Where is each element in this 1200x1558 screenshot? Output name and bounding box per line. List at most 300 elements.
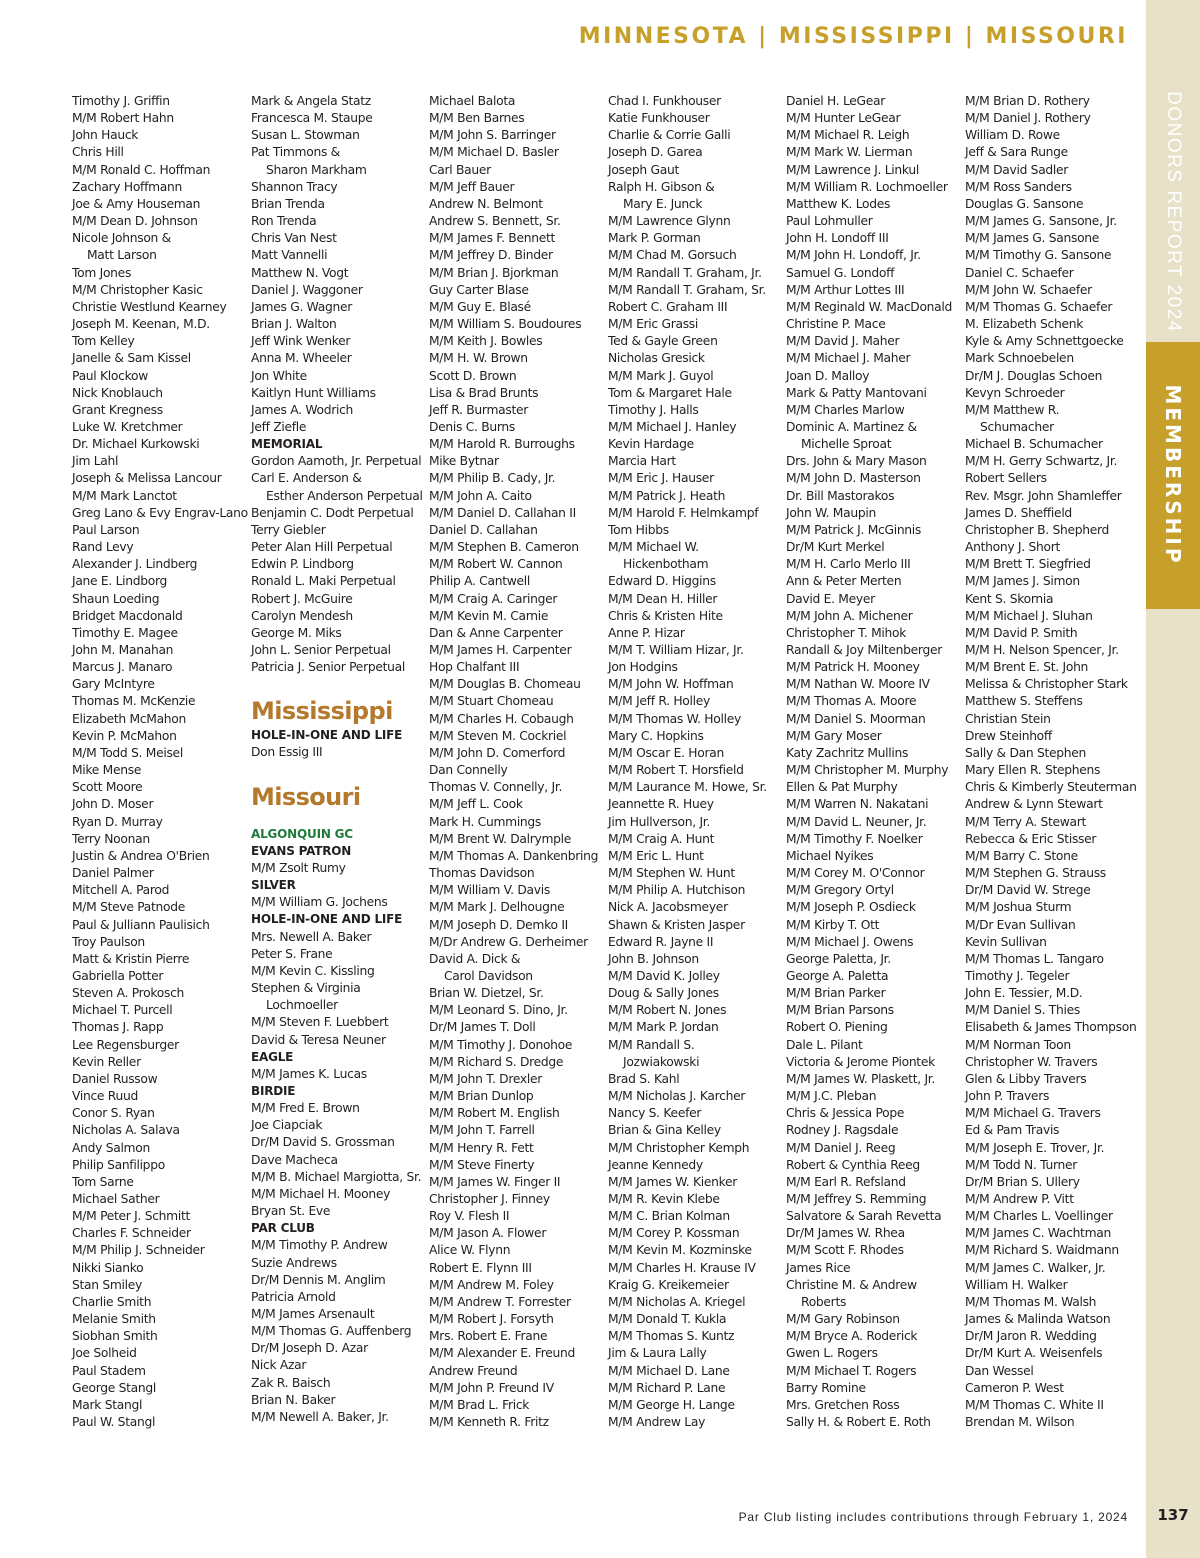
- donor-name: M/M H. Gerry Schwartz, Jr.: [965, 454, 1118, 469]
- donor-name: Mark & Angela Statz: [251, 94, 371, 108]
- donor-name: M/M Robert W. Cannon: [429, 557, 563, 572]
- donor-name: M/M James C. Walker, Jr.: [965, 1260, 1106, 1275]
- donor-name: M/M Robert M. English: [429, 1106, 560, 1121]
- donor-name: M/M Terry A. Stewart: [965, 814, 1087, 829]
- donor-name: Timothy J. Halls: [608, 402, 699, 417]
- donor-name: M/M Philip A. Hutchison: [608, 883, 746, 898]
- donor-name: M/M Joseph D. Demko II: [429, 917, 568, 932]
- donor-name: Lee Regensburger: [72, 1037, 179, 1052]
- donor-name: Guy Carter Blase: [429, 282, 529, 297]
- donor-name: James Rice: [786, 1260, 851, 1275]
- donor-name: Rodney J. Ragsdale: [786, 1123, 899, 1138]
- donor-name: Elizabeth McMahon: [72, 711, 187, 726]
- donor-name: Robert O. Piening: [786, 1020, 888, 1035]
- donor-name: Salvatore & Sarah Revetta: [786, 1209, 942, 1224]
- donor-name: M/M Stephen B. Cameron: [429, 540, 579, 555]
- donor-name: Shannon Tracy: [251, 179, 338, 194]
- donor-name: M/M Arthur Lottes III: [786, 282, 905, 297]
- donor-name: Dan & Anne Carpenter: [429, 625, 563, 640]
- donor-name: M/M Matthew R.: [965, 402, 1060, 417]
- donor-name: M/M Alexander E. Freund: [429, 1346, 576, 1361]
- donor-name: M/M Ben Barnes: [429, 111, 525, 126]
- donor-name: M/M Jeffrey S. Remming: [786, 1192, 927, 1206]
- donor-name: M/M Dean H. Hiller: [608, 591, 718, 606]
- donor-name: M/M Daniel J. Rothery: [965, 111, 1091, 126]
- donor-name: M/M Daniel D. Callahan II: [429, 505, 576, 520]
- donor-name: Francesca M. Staupe: [251, 111, 373, 126]
- donor-name: Gwen L. Rogers: [786, 1346, 878, 1361]
- donor-name: George Paletta, Jr.: [786, 951, 891, 966]
- donor-name: M/M Michael R. Leigh: [786, 128, 910, 143]
- donor-name: Scott D. Brown: [429, 368, 517, 383]
- donor-column: [965, 93, 1141, 1431]
- donor-name: Dr/M Joseph D. Azar: [251, 1341, 368, 1356]
- donor-name: Matt Vannelli: [251, 248, 328, 263]
- donor-name: Ann & Peter Merten: [786, 574, 902, 589]
- donor-name-continued: Schumacher: [980, 419, 1054, 434]
- donor-name: M/M John S. Barringer: [429, 128, 556, 143]
- donor-name: M/M Brad L. Frick: [429, 1397, 530, 1412]
- donor-name: Doug & Sally Jones: [608, 986, 719, 1001]
- donor-name: M/M Peter J. Schmitt: [72, 1209, 191, 1224]
- donor-name: M/M Warren N. Nakatani: [786, 797, 929, 812]
- donor-name: Timothy J. Griffin: [72, 94, 170, 108]
- donor-name: Jeanne Kennedy: [608, 1157, 703, 1172]
- donor-name: M/M Mark P. Jordan: [608, 1020, 719, 1035]
- donor-name: Brad S. Kahl: [608, 1071, 680, 1086]
- donor-name-continued: Roberts: [801, 1294, 847, 1309]
- donor-name: Ryan D. Murray: [72, 814, 163, 829]
- donor-name: M/M Nicholas J. Karcher: [608, 1089, 746, 1104]
- donor-name: M/M Brian J. Bjorkman: [429, 265, 559, 280]
- donor-name: M/M Michael H. Mooney: [251, 1186, 391, 1201]
- section-tab: [1146, 342, 1200, 609]
- donor-name: M/M Barry C. Stone: [965, 848, 1078, 863]
- donor-name: Carl E. Anderson &: [251, 471, 362, 486]
- donor-name: M/M Stuart Chomeau: [429, 694, 554, 709]
- donor-name: M/M Timothy P. Andrew: [251, 1238, 388, 1253]
- donor-name: Joseph & Melissa Lancour: [72, 471, 222, 486]
- donor-name: Kevin Sullivan: [965, 934, 1047, 949]
- donor-name: M/M Corey P. Kossman: [608, 1226, 740, 1241]
- donor-name: Mike Mense: [72, 763, 142, 778]
- donor-name: Timothy J. Tegeler: [965, 968, 1070, 983]
- donor-name: Christie Westlund Kearney: [72, 299, 227, 314]
- donor-name: Dr/M Brian S. Ullery: [965, 1174, 1080, 1189]
- donor-name: M/M Michael J. Owens: [786, 934, 914, 949]
- donor-name: Charlie Smith: [72, 1294, 152, 1309]
- donor-name: M/M H. W. Brown: [429, 351, 528, 366]
- donor-name: Andrew & Lynn Stewart: [965, 797, 1103, 812]
- donor-name: M/M Thomas C. White II: [965, 1397, 1104, 1412]
- report-tab: [1146, 92, 1200, 332]
- donor-name: Mitchell A. Parod: [72, 883, 170, 898]
- donor-name: M/M James W. Kienker: [608, 1174, 738, 1189]
- donor-name: Dr/M James T. Doll: [429, 1020, 536, 1035]
- donor-name: M/M Robert J. Forsyth: [429, 1312, 554, 1327]
- donor-name: Brian W. Dietzel, Sr.: [429, 986, 544, 1001]
- donor-name: Robert C. Graham III: [608, 299, 728, 314]
- donor-name: M/M Brian D. Rothery: [965, 94, 1090, 108]
- donor-name: Joan D. Malloy: [786, 368, 870, 383]
- donor-level-label: EAGLE: [251, 1049, 294, 1064]
- donor-name: M/M John D. Masterson: [786, 471, 921, 486]
- donor-name: M/M John T. Farrell: [429, 1123, 535, 1138]
- donor-name: Robert J. McGuire: [251, 591, 353, 606]
- donor-name: Sally & Dan Stephen: [965, 745, 1087, 760]
- donor-name: M/M Eric J. Hauser: [608, 471, 714, 486]
- donor-name: Mark Schnoebelen: [965, 351, 1074, 366]
- donor-name: Scott Moore: [72, 780, 143, 795]
- donor-name: Jon White: [251, 368, 307, 383]
- donor-name: M/M H. Carlo Merlo III: [786, 557, 911, 572]
- donor-name: M/M Charles Marlow: [786, 402, 905, 417]
- donor-name: M/M John P. Freund IV: [429, 1380, 554, 1395]
- donor-name: Peter Alan Hill Perpetual: [251, 540, 393, 555]
- donor-name: M/M William R. Lochmoeller: [786, 179, 948, 194]
- donor-level-label: BIRDIE: [251, 1083, 296, 1098]
- donor-name: Melissa & Christopher Stark: [965, 677, 1128, 692]
- donor-name: M/M Patrick H. Mooney: [786, 660, 920, 675]
- donor-name: George M. Miks: [251, 625, 342, 640]
- donor-name: Jeff Wink Wenker: [251, 334, 351, 349]
- donor-name: M/M Corey M. O'Connor: [786, 866, 925, 881]
- donor-name: David A. Dick &: [429, 951, 521, 966]
- donor-name: M/M Michael W.: [608, 540, 699, 555]
- donor-name: M/M Kevin M. Kozminske: [608, 1243, 752, 1258]
- side-tab-strip: [1146, 0, 1200, 1558]
- donor-name: M/M Michael T. Rogers: [786, 1363, 917, 1378]
- donor-name: Jane E. Lindborg: [72, 574, 168, 589]
- donor-name: M/M John A. Michener: [786, 608, 913, 623]
- donor-name: M/M Kirby T. Ott: [786, 917, 880, 932]
- donor-name: M/M Eric Grassi: [608, 317, 699, 332]
- donor-name: Tom Kelley: [72, 334, 135, 349]
- donor-name: M/M J.C. Pleban: [786, 1089, 877, 1104]
- donor-name: M/M David P. Smith: [965, 625, 1078, 640]
- donor-name: Ronald L. Maki Perpetual: [251, 574, 396, 589]
- donor-name: M/M Steve Finerty: [429, 1157, 535, 1172]
- donor-name: M/M Mark J. Guyol: [608, 368, 714, 383]
- donor-name: M/M George H. Lange: [608, 1397, 735, 1412]
- donor-name: Dr/M Dennis M. Anglim: [251, 1272, 386, 1287]
- donor-name: M/M Thomas G. Schaefer: [965, 299, 1113, 314]
- donor-name: M/M Joshua Sturm: [965, 900, 1072, 915]
- donor-name: Christopher J. Finney: [429, 1192, 550, 1206]
- donor-name: Michael T. Purcell: [72, 1003, 173, 1018]
- donor-name: Chris & Kristen Hite: [608, 608, 723, 623]
- donor-name: Denis C. Burns: [429, 419, 516, 434]
- donor-name: Jon Hodgins: [608, 660, 678, 675]
- donor-level-label: EVANS PATRON: [251, 843, 352, 858]
- donor-name: M/M Todd S. Meisel: [72, 745, 183, 760]
- donor-name: M/M Brian Dunlop: [429, 1089, 534, 1104]
- donor-name: M/M James F. Bennett: [429, 231, 556, 246]
- donor-name: Daniel J. Waggoner: [251, 282, 363, 297]
- donor-name: M/M Dean D. Johnson: [72, 214, 198, 229]
- donor-name: Philip Sanfilippo: [72, 1157, 165, 1172]
- donor-name: Michael Sather: [72, 1192, 160, 1206]
- donor-name: M. Elizabeth Schenk: [965, 317, 1084, 332]
- donor-name: M/M Gary Moser: [786, 728, 882, 743]
- donor-name: M/M Philip B. Cady, Jr.: [429, 471, 556, 486]
- donor-name: Chris Van Nest: [251, 231, 337, 246]
- donor-name: M/M Newell A. Baker, Jr.: [251, 1409, 389, 1424]
- donor-name: Chad I. Funkhouser: [608, 94, 721, 108]
- donor-name: Glen & Libby Travers: [965, 1071, 1087, 1086]
- donor-name: Jim Hullverson, Jr.: [608, 814, 711, 829]
- donor-name-continued: Lochmoeller: [266, 998, 338, 1013]
- donor-name: Christine M. & Andrew: [786, 1277, 917, 1292]
- donor-name: M/M Joseph P. Osdieck: [786, 900, 916, 915]
- donor-name: M/M Christopher Kemph: [608, 1140, 750, 1155]
- donor-name: Katy Zachritz Mullins: [786, 745, 909, 760]
- donor-level-label: MEMORIAL: [251, 437, 323, 452]
- donor-name: Matthew S. Steffens: [965, 694, 1083, 709]
- donor-name: Christian Stein: [965, 711, 1051, 726]
- donor-name: M/M Zsolt Rumy: [251, 860, 346, 875]
- donor-name: Jeff Ziefle: [251, 419, 307, 434]
- donor-name: Mark P. Gorman: [608, 231, 701, 246]
- donor-name: Mary C. Hopkins: [608, 728, 704, 743]
- donor-name: Nicholas Gresick: [608, 351, 705, 366]
- donor-name: M/M Brian Parsons: [786, 1003, 894, 1018]
- donor-column: [72, 93, 248, 1431]
- donor-name: M/M Patrick J. Heath: [608, 488, 726, 503]
- donor-name: Roy V. Flesh II: [429, 1209, 510, 1224]
- donor-name: Gabriella Potter: [72, 968, 164, 983]
- donor-name: Randall & Joy Miltenberger: [786, 643, 942, 657]
- donor-name: Robert & Cynthia Reeg: [786, 1157, 920, 1172]
- donor-name: M/M Andrew Lay: [608, 1415, 706, 1430]
- donor-name: Chris & Jessica Pope: [786, 1106, 905, 1121]
- donor-name: Mark H. Cummings: [429, 814, 542, 829]
- donor-name: Troy Paulson: [72, 934, 145, 949]
- donor-name: Nicole Johnson &: [72, 231, 171, 246]
- donor-name: Daniel D. Callahan: [429, 522, 538, 537]
- donor-name: Greg Lano & Evy Engrav-Lano: [72, 505, 248, 520]
- donor-name: William D. Rowe: [965, 128, 1060, 143]
- donor-name: M/M Charles L. Voellinger: [965, 1209, 1113, 1224]
- donor-name: Douglas G. Sansone: [965, 196, 1084, 211]
- donor-name: Kevin Hardage: [608, 437, 694, 452]
- donor-name: M/M Reginald W. MacDonald: [786, 299, 953, 314]
- donor-name: Brian Trenda: [251, 196, 325, 211]
- donor-name: Patricia J. Senior Perpetual: [251, 660, 405, 675]
- donor-name: Thomas Davidson: [429, 866, 535, 881]
- donor-name: Dale L. Pilant: [786, 1037, 863, 1052]
- donor-name: M/Dr Andrew G. Derheimer: [429, 934, 588, 949]
- donor-name: Dr/M Kurt Merkel: [786, 540, 885, 555]
- donor-level-label: PAR CLUB: [251, 1221, 315, 1236]
- donor-name: Paul Lohmuller: [786, 214, 873, 229]
- donor-name: M/M John A. Caito: [429, 488, 532, 503]
- donor-name: M/M Joseph E. Trover, Jr.: [965, 1140, 1105, 1155]
- donor-name-continued: Jozwiakowski: [623, 1054, 700, 1069]
- donor-name: Dr. Bill Mastorakos: [786, 488, 895, 503]
- donor-name: M/M Richard P. Lane: [608, 1380, 726, 1395]
- donor-name: Stephen & Virginia: [251, 981, 361, 996]
- donor-name: M/M Thomas G. Auffenberg: [251, 1324, 412, 1339]
- donor-name: Ed & Pam Travis: [965, 1123, 1060, 1138]
- donor-name: M/M Michael D. Lane: [608, 1363, 730, 1378]
- donor-name: Carolyn Mendesh: [251, 608, 353, 623]
- donor-name: M/M John D. Comerford: [429, 745, 566, 760]
- donor-name: Drew Steinhoff: [965, 728, 1052, 743]
- donor-name: Rev. Msgr. John Shamleffer: [965, 488, 1122, 503]
- donor-name: M/M Brian Parker: [786, 986, 886, 1001]
- donor-name: M/M Brent E. St. John: [965, 660, 1089, 675]
- donor-name: M/M Christopher M. Murphy: [786, 763, 949, 778]
- donor-name: M/M Richard S. Waidmann: [965, 1243, 1119, 1258]
- donor-name: Joe & Amy Houseman: [72, 196, 201, 211]
- donor-name: Charlie & Corrie Galli: [608, 128, 731, 143]
- donor-name: Edwin P. Lindborg: [251, 557, 354, 572]
- donor-name: Barry Romine: [786, 1380, 866, 1395]
- donor-name: Samuel G. Londoff: [786, 265, 895, 280]
- donor-name: M/M James W. Plaskett, Jr.: [786, 1071, 936, 1086]
- donor-name: Don Essig III: [251, 745, 323, 760]
- donor-name: Stan Smiley: [72, 1277, 143, 1292]
- donor-name: Robert Sellers: [965, 471, 1047, 486]
- donor-name: James D. Sheffield: [965, 505, 1072, 520]
- donor-name: M/M Thomas S. Kuntz: [608, 1329, 735, 1344]
- donor-name: M/M Patrick J. McGinnis: [786, 522, 922, 537]
- donor-name: M/M James G. Sansone, Jr.: [965, 214, 1117, 229]
- donor-name: Kevyn Schroeder: [965, 385, 1065, 400]
- donor-name: M/M Stephen G. Strauss: [965, 866, 1106, 881]
- donor-name: Anthony J. Short: [965, 540, 1060, 555]
- donor-name: M/M Michael J. Maher: [786, 351, 911, 366]
- donor-name: Kevin Reller: [72, 1054, 141, 1069]
- donor-name: Matt & Kristin Pierre: [72, 951, 190, 966]
- donor-name: M/M Charles H. Cobaugh: [429, 711, 574, 726]
- donor-name: Suzie Andrews: [251, 1255, 337, 1270]
- donor-name: M/M Steven M. Cockriel: [429, 728, 567, 743]
- donor-name: Dominic A. Martinez &: [786, 419, 917, 434]
- donor-name: M/M John W. Schaefer: [965, 282, 1092, 297]
- donor-name: M/M Michael G. Travers: [965, 1106, 1101, 1121]
- donor-level-label: HOLE-IN-ONE AND LIFE: [251, 728, 403, 743]
- donor-name: Kent S. Skornia: [965, 591, 1054, 606]
- donor-name: M/M Michael J. Hanley: [608, 419, 737, 434]
- donor-name: Joseph D. Garea: [608, 145, 703, 160]
- donor-name: Marcus J. Manaro: [72, 660, 173, 675]
- donor-name-continued: Esther Anderson Perpetual: [266, 488, 423, 503]
- donor-name: John W. Maupin: [786, 505, 876, 520]
- donor-name: Andrew N. Belmont: [429, 196, 543, 211]
- donor-name: John Hauck: [72, 128, 139, 143]
- donor-name: Rebecca & Eric Stisser: [965, 831, 1097, 846]
- donor-name: Daniel Russow: [72, 1071, 158, 1086]
- donor-name: M/M Philip J. Schneider: [72, 1243, 205, 1258]
- donor-name: M/M Mark W. Lierman: [786, 145, 913, 160]
- donor-name: Paul Larson: [72, 522, 140, 537]
- donor-name: M/M William V. Davis: [429, 883, 550, 898]
- donor-name: M/M Kevin C. Kissling: [251, 963, 375, 978]
- donor-name: Christopher T. Mihok: [786, 625, 907, 640]
- donor-name: M/M John W. Hoffman: [608, 677, 734, 692]
- donor-name-continued: Hickenbotham: [623, 557, 709, 572]
- donor-name: M/M Nicholas A. Kriegel: [608, 1294, 746, 1309]
- donor-name: M/M Norman Toon: [965, 1037, 1071, 1052]
- donor-name: George A. Paletta: [786, 968, 889, 983]
- donor-name: M/M James J. Simon: [965, 574, 1080, 589]
- donor-name: Hop Chalfant III: [429, 660, 520, 675]
- donor-column: [608, 93, 784, 1431]
- donor-name: M/M Leonard S. Dino, Jr.: [429, 1003, 568, 1018]
- donor-name: Dave Macheca: [251, 1152, 338, 1167]
- donor-name: M/M Craig A. Hunt: [608, 831, 715, 846]
- donor-name: M/M Henry R. Fett: [429, 1140, 534, 1155]
- donor-name: Matthew K. Lodes: [786, 196, 891, 211]
- donor-name: M/M William S. Boudoures: [429, 317, 582, 332]
- donor-name: M/M Thomas L. Tangaro: [965, 951, 1104, 966]
- donor-name: Christopher B. Shepherd: [965, 522, 1110, 537]
- donor-name: M/M Steven F. Luebbert: [251, 1015, 389, 1030]
- donor-name: M/M David J. Maher: [786, 334, 900, 349]
- donor-name: Ted & Gayle Green: [608, 334, 718, 349]
- state-heading: Mississippi: [251, 697, 393, 726]
- donor-name: Joseph M. Keenan, M.D.: [72, 317, 210, 332]
- donor-name: M/M Craig A. Caringer: [429, 591, 558, 606]
- donor-name: M/M Robert N. Jones: [608, 1003, 727, 1018]
- donor-name: Charles F. Schneider: [72, 1226, 191, 1241]
- donor-name: M/M Jeff R. Holley: [608, 694, 710, 709]
- donor-name: Mark Stangl: [72, 1397, 143, 1412]
- donor-name: M/M Earl R. Refsland: [786, 1174, 906, 1189]
- donor-name: M/M James Arsenault: [251, 1307, 375, 1321]
- donor-name: Grant Kregness: [72, 402, 163, 417]
- donor-name: M/M Thomas A. Moore: [786, 694, 917, 709]
- donor-name: Mark & Patty Mantovani: [786, 385, 927, 400]
- donor-name: Chris Hill: [72, 145, 124, 160]
- page-header: MINNESOTA | MISSISSIPPI | MISSOURI: [578, 24, 1128, 49]
- donor-name: Jeff & Sara Runge: [965, 145, 1068, 160]
- donor-name: M/M Brent W. Dalrymple: [429, 831, 572, 846]
- donor-name: Paul W. Stangl: [72, 1415, 156, 1430]
- donor-name: M/M Randall T. Graham, Jr.: [608, 265, 762, 280]
- donor-name: Conor S. Ryan: [72, 1106, 155, 1121]
- donor-name: Michael Balota: [429, 94, 516, 108]
- donor-name: M/M Eric L. Hunt: [608, 848, 704, 863]
- donor-name: Paul Klockow: [72, 368, 148, 383]
- spacer: [251, 813, 427, 826]
- donor-name: M/M Christopher Kasic: [72, 282, 203, 297]
- donor-name: M/M Richard S. Dredge: [429, 1054, 564, 1069]
- donor-name: Ellen & Pat Murphy: [786, 780, 898, 795]
- donor-name: M/M Guy E. Blasé: [429, 299, 531, 314]
- donor-name: M/M Thomas A. Dankenbring: [429, 848, 599, 863]
- donor-name: M/M Laurance M. Howe, Sr.: [608, 780, 767, 795]
- donor-name: M/M Kevin M. Carnie: [429, 608, 549, 623]
- donor-name: M/M Brett T. Siegfried: [965, 557, 1091, 572]
- donor-name: John B. Johnson: [608, 951, 699, 966]
- donor-name: Kaitlyn Hunt Williams: [251, 385, 376, 400]
- donor-name: Gary McIntyre: [72, 677, 155, 692]
- page-number: 137: [1157, 1506, 1189, 1524]
- donor-name: Jim & Laura Lally: [608, 1346, 707, 1361]
- donor-name: James G. Wagner: [251, 299, 352, 314]
- donor-name: M/M Scott F. Rhodes: [786, 1243, 904, 1258]
- donor-name: Nick Azar: [251, 1358, 307, 1373]
- donor-name: M/M William G. Jochens: [251, 895, 388, 910]
- donor-level-label: SILVER: [251, 878, 296, 893]
- donor-name: Mary Ellen R. Stephens: [965, 763, 1101, 778]
- donor-name: Dan Connelly: [429, 763, 508, 778]
- donor-name: Joe Solheid: [72, 1346, 137, 1361]
- donor-name: Joseph Gaut: [608, 162, 680, 177]
